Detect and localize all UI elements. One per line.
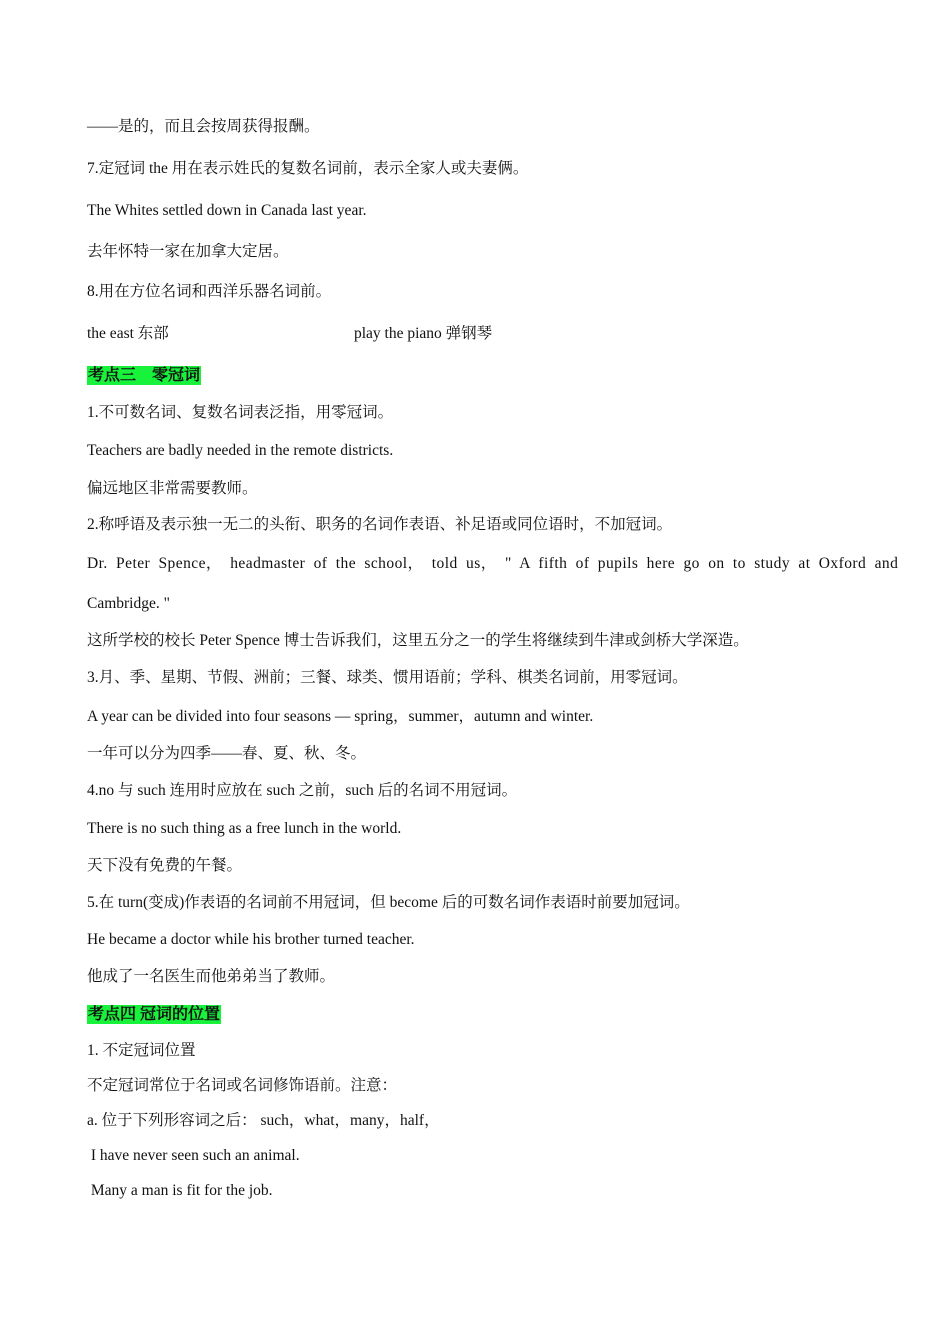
text-line: ——是的，而且会按周获得报酬。	[87, 118, 320, 135]
example-zh: 偏远地区非常需要教师。	[87, 480, 258, 497]
subheading: 1. 不定冠词位置	[87, 1042, 196, 1059]
example-en: Many a man is fit for the job.	[87, 1182, 273, 1199]
example-en: Dr. Peter Spence， headmaster of the school， told us， " A fifth of pupils here go on to study at Oxford and	[87, 555, 899, 572]
text-line: 不定冠词常位于名词或名词修饰语前。注意：	[87, 1077, 398, 1094]
section-heading-4	[87, 1005, 221, 1025]
example-en: A year can be divided into four seasons — spring，summer，autumn and winter.	[87, 708, 594, 725]
rule-2: 2.称呼语及表示独一无二的头衔、职务的名词作表语、补足语或同位语时，不加冠词。	[87, 516, 673, 533]
rule-5: 5.在 turn(变成)作表语的名词前不用冠词，但 become 后的可数名词作表语时前要加冠词。	[87, 894, 690, 911]
example-left: the east 东部	[87, 325, 169, 342]
rule-3: 3.月、季、星期、节假、洲前；三餐、球类、惯用语前；学科、棋类名词前，用零冠词。	[87, 669, 688, 686]
example-en: I have never seen such an animal.	[87, 1147, 300, 1164]
heading-highlight: 考点四 冠词的位置	[88, 1006, 221, 1023]
rule-7: 7.定冠词 the 用在表示姓氏的复数名词前，表示全家人或夫妻俩。	[87, 160, 529, 177]
example-en: The Whites settled down in Canada last year.	[87, 202, 367, 219]
example-en: Teachers are badly needed in the remote districts.	[87, 442, 394, 459]
example-en: He became a doctor while his brother turned teacher.	[87, 931, 415, 948]
example-en-cont: Cambridge. "	[87, 595, 170, 612]
rule-1: 1.不可数名词、复数名词表泛指，用零冠词。	[87, 404, 394, 421]
example-zh: 他成了一名医生而他弟弟当了教师。	[87, 968, 336, 985]
example-right: play the piano 弹钢琴	[354, 325, 493, 342]
example-en: There is no such thing as a free lunch in the world.	[87, 820, 402, 837]
text-line: a. 位于下列形容词之后： such，what，many，half，	[87, 1112, 440, 1129]
heading-highlight: 考点三 零冠词	[88, 367, 201, 384]
example-zh: 去年怀特一家在加拿大定居。	[87, 243, 289, 260]
example-zh: 一年可以分为四季——春、夏、秋、冬。	[87, 745, 367, 762]
rule-4: 4.no 与 such 连用时应放在 such 之前，such 后的名词不用冠词。	[87, 782, 518, 799]
example-zh: 天下没有免费的午餐。	[87, 857, 243, 874]
section-heading-3	[87, 366, 201, 386]
example-pair	[87, 324, 493, 344]
rule-8: 8.用在方位名词和西洋乐器名词前。	[87, 283, 332, 300]
example-zh: 这所学校的校长 Peter Spence 博士告诉我们，这里五分之一的学生将继续到牛津或剑桥大学深造。	[87, 632, 749, 649]
